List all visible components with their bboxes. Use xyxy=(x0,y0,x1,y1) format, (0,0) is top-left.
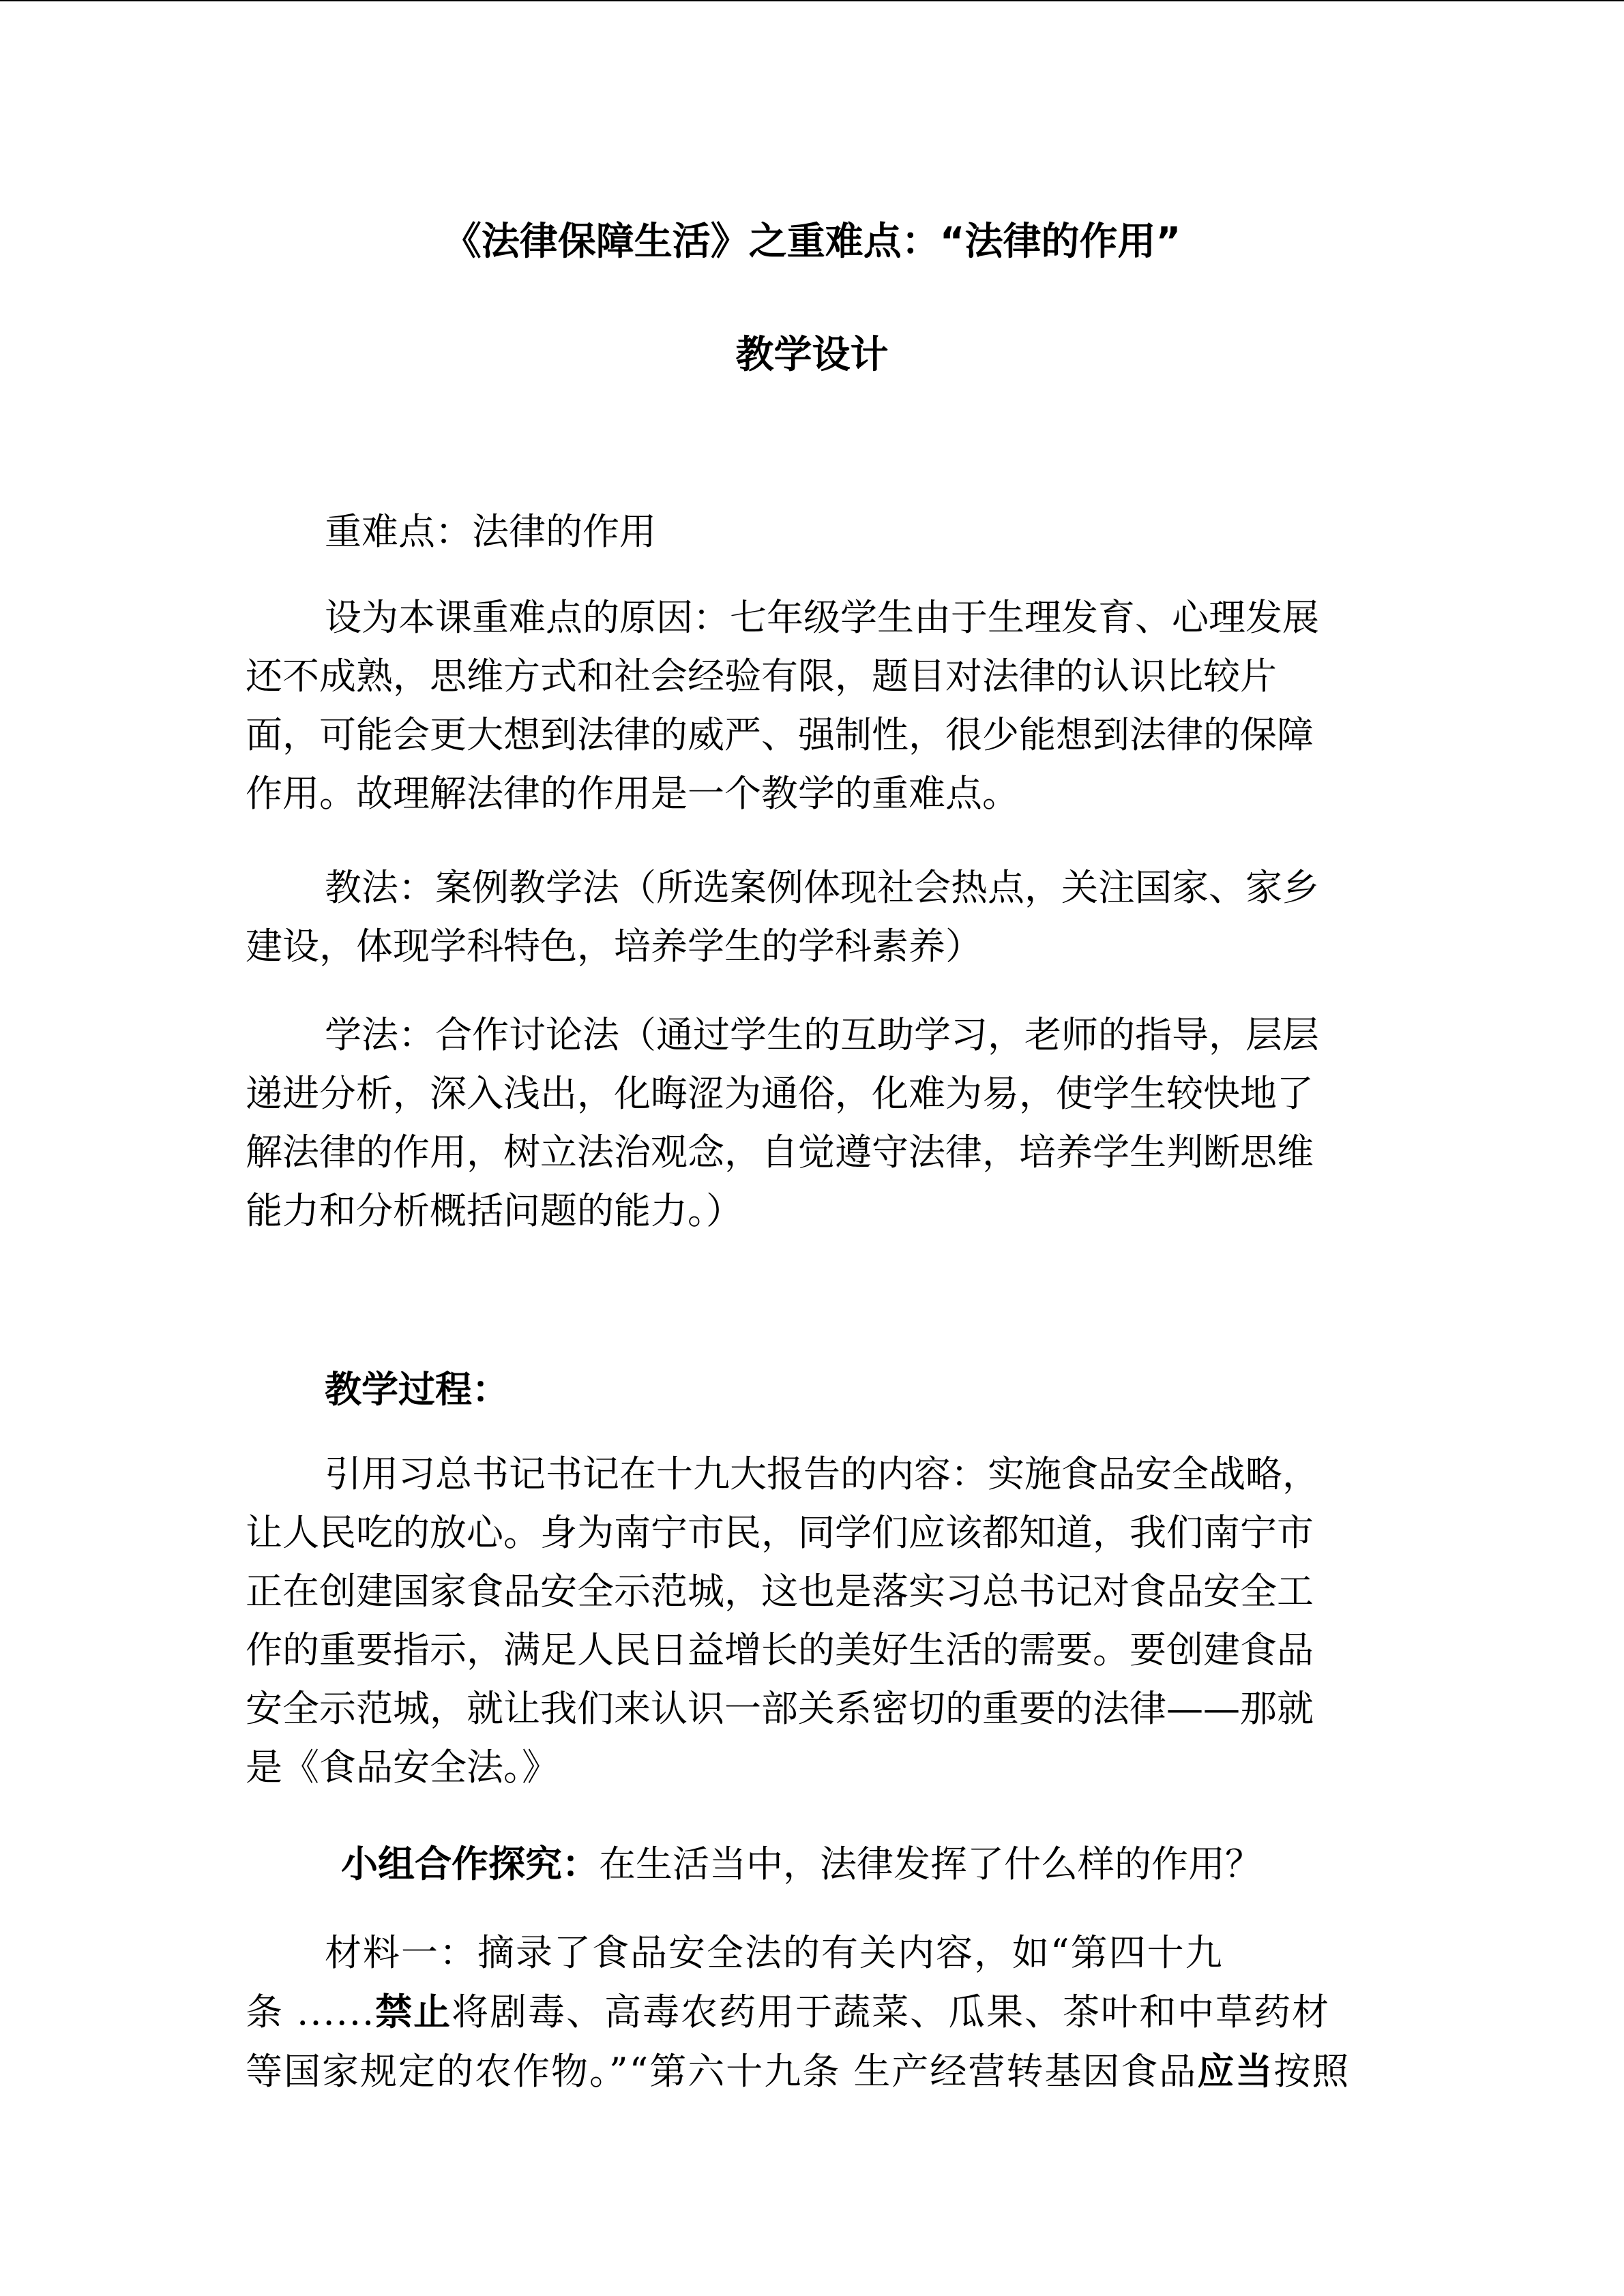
group-inquiry-question: 在生活当中，法律发挥了什么样的作用？ xyxy=(599,1843,1262,1885)
text-line: 面，可能会更大想到法律的威严、强制性，很少能想到法律的保障 xyxy=(246,713,1314,756)
text-line: 是《食品安全法。》 xyxy=(246,1746,559,1789)
group-inquiry-label: 小组合作探究： xyxy=(341,1843,599,1885)
text-line xyxy=(246,2049,1364,2093)
material-paragraph xyxy=(246,1931,1364,2093)
text-line: 引用习总书记书记在十九大报告的内容：实施食品安全战略， xyxy=(325,1452,1319,1495)
group-inquiry-paragraph xyxy=(246,1843,1364,1886)
reason-paragraph xyxy=(246,596,1364,816)
material-text: 将剧毒、高毒农药用于蔬菜、瓜果、茶叶和中草药材 xyxy=(452,1991,1331,2033)
material-text: 条 ...... xyxy=(246,1991,376,2033)
teaching-method-paragraph xyxy=(246,866,1364,968)
text-line: 建设，体现学科特色，培养学生的学科素养） xyxy=(246,925,982,968)
intro-paragraph xyxy=(246,1452,1364,1789)
text-line: 设为本课重难点的原因：七年级学生由于生理发育、心理发展 xyxy=(325,596,1319,639)
text-line xyxy=(246,1990,1364,2034)
text-line: 解法律的作用，树立法治观念，自觉遵守法律，培养学生判断思维 xyxy=(246,1131,1314,1174)
key-point-paragraph: 重难点：法律的作用 xyxy=(325,510,656,553)
learning-method-paragraph xyxy=(246,1013,1364,1233)
material-text: 等国家规定的农作物。”“第六十九条 生产经营转基因食品 xyxy=(246,2050,1198,2093)
material-text: 按照 xyxy=(1273,2050,1350,2093)
material-bold-text: 应当 xyxy=(1197,2049,1274,2093)
document-title: 《法律保障生活》之重难点：“法律的作用” xyxy=(443,220,1181,264)
text-line: 材料一：摘录了食品安全法的有关内容，如“第四十九 xyxy=(325,1931,1224,1974)
text-line: 教法：案例教学法（所选案例体现社会热点，关注国家、家乡 xyxy=(325,866,1319,909)
text-line: 作用。故理解法律的作用是一个教学的重难点。 xyxy=(246,772,1019,815)
text-line: 能力和分析概括问题的能力。） xyxy=(246,1189,743,1232)
text-line: 作的重要指示，满足人民日益增长的美好生活的需要。要创建食品 xyxy=(246,1628,1314,1671)
text-line: 正在创建国家食品安全示范城，这也是落实习总书记对食品安全工 xyxy=(246,1570,1314,1613)
text-line: 还不成熟，思维方式和社会经验有限，题目对法律的认识比较片 xyxy=(246,655,1277,698)
text-line: 学法：合作讨论法（通过学生的互助学习，老师的指导，层层 xyxy=(325,1013,1319,1056)
material-bold-text: 禁止 xyxy=(375,1990,452,2033)
document-subtitle: 教学设计 xyxy=(735,333,889,377)
text-line: 让人民吃的放心。身为南宁市民，同学们应该都知道，我们南宁市 xyxy=(246,1511,1314,1554)
process-heading: 教学过程： xyxy=(325,1368,509,1411)
text-line: 递进分析，深入浅出，化晦涩为通俗，化难为易，使学生较快地了 xyxy=(246,1072,1314,1115)
text-line: 安全示范城，就让我们来认识一部关系密切的重要的法律——那就 xyxy=(246,1687,1314,1730)
